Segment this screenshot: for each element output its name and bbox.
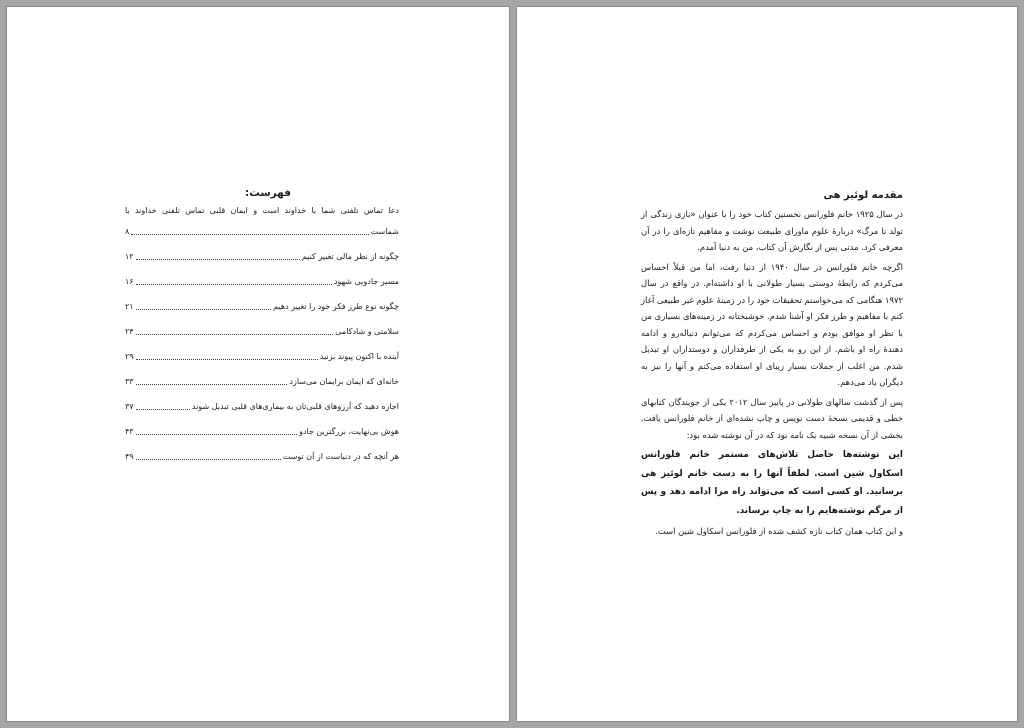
toc-entry-text: خانه‌ای که ایمان برایمان می‌سازد [289,377,399,386]
toc-leader-dots [136,383,288,385]
toc-entry [125,401,399,412]
toc-page-number: ۱۲ [125,252,134,261]
toc-entry [125,376,399,387]
toc-entry-text: هر آنچه که در دنیاست از آن توست [282,452,399,461]
toc-entry [125,251,399,262]
toc-title: فهرست: [245,187,291,199]
intro-section [641,189,903,543]
toc-page-number: ۱۶ [125,277,134,286]
toc-leader-dots [136,308,272,310]
toc-entry-text-continued: شماست [370,227,399,236]
toc-page-number: ۳۳ [125,377,134,386]
toc-entry [125,351,399,362]
toc-entry-text: هوش بی‌نهایت، بزرگترین جادو [299,427,399,436]
toc-leader-dots [136,283,332,285]
toc-entry-text: دعا تماس تلفنی شما با خداوند است و ایمان قلبی تماس تلفنی خداوند با [125,206,399,215]
intro-closing: و این کتاب همان کتاب تازه کشف شده از فلورانس اسکاول شین است. [655,526,903,536]
toc-page-number: ۴۹ [125,452,134,461]
toc-leader-dots [136,258,300,260]
toc-entry [125,451,399,462]
toc-entry [125,326,399,337]
toc-entry-text: سلامتی و شادکامی [335,327,399,336]
table-of-contents [125,187,399,462]
toc-entry [125,205,399,237]
toc-leader-dots [136,408,190,410]
toc-page-number: ۳۷ [125,402,134,411]
toc-page-number: ۴۳ [125,427,134,436]
toc-entry-text: آینده با اکنون پیوند بزنید [319,352,399,361]
toc-entry [125,301,399,312]
toc-leader-dots [136,358,318,360]
toc-entry-text: چگونه نوع طرز فکر خود را تغییر دهیم [273,302,399,311]
toc-page-number: ۲۴ [125,327,134,336]
toc-page-number: ۲۱ [125,302,134,311]
toc-entry [125,426,399,437]
toc-page-number: ۸ [125,227,130,236]
intro-paragraph: در سال ۱۹۲۵ خانم فلورانس نخستین کتاب خود را با عنوان «بازی زندگی از تولد تا مرگ» دربارهٔ علوم ماورای طبیعت نوشت و مفاهیم تازه‌ای را در آن معرفی کرد. مدتی پس از نگارش آن کتاب، من به دنیا آمدم. [641,209,903,252]
left-page [6,6,510,722]
toc-page-number: ۲۹ [125,352,134,361]
intro-title: مقدمه لوئیز هی [823,190,903,201]
toc-leader-dots [136,433,297,435]
intro-paragraph: اگرچه خانم فلورانس در سال ۱۹۴۰ از دنیا رفت، اما من قبلاً احساس می‌کردم که رابطهٔ دوستی بسیار طولانی با او داشته‌ام. در واقع در سال ۱۹۷۲ هنگامی که می‌خواستم تحقیقات خود را در زمینهٔ علوم غیر طبیعی آغاز کنم با مفاهیم و طرز فکر او آشنا شدم. خوشبختانه در زمینه‌های بسیاری من با نظر او موافق بودم و احساس می‌کردم که می‌توانم دنباله‌رو و ادامه دهندهٔ راه او باشم. از این رو به یکی از طرفداران و دوستداران او تبدیل شدم. من اغلب از جملات بسیار زیبای او استفاده می‌کنم و آنها را نیز به دیگران یاد می‌دهم. [641,261,904,387]
intro-quote: این نوشته‌ها حاصل تلاش‌های مستمر خانم فلورانس اسکاول شین است. لطفاً آنها را به دست خانم لوئیز هی برسانید. او کسی است که می‌تواند راه مرا ادامه دهد و پس از مرگم نوشته‌هایم را به چاپ برساند. [641,450,903,516]
toc-leader-dots [136,458,281,460]
right-page [516,6,1018,722]
toc-entry [125,276,399,287]
toc-entry-text: چگونه از نظر مالی تغییر کنیم [301,252,399,261]
toc-entry-text: اجازه دهید که آرزوهای قلبی‌تان به بیماری‌های قلبی تبدیل شوند [191,402,399,411]
toc-leader-dots [131,233,368,235]
toc-entry-text: مسیر جادویی شهود [333,277,399,286]
toc-leader-dots [136,333,334,335]
intro-paragraph: پس از گذشت سالهای طولانی در پاییز سال ۲۰۱۲ یکی از جویندگان کتابهای خطی و قدیمی نسخهٔ دست نویس و چاپ نشده‌ای از خانم فلورانس یافت. بخشی از آن نسخه شبیه یک نامه بود که در آن نوشته شده بود: [641,396,903,440]
